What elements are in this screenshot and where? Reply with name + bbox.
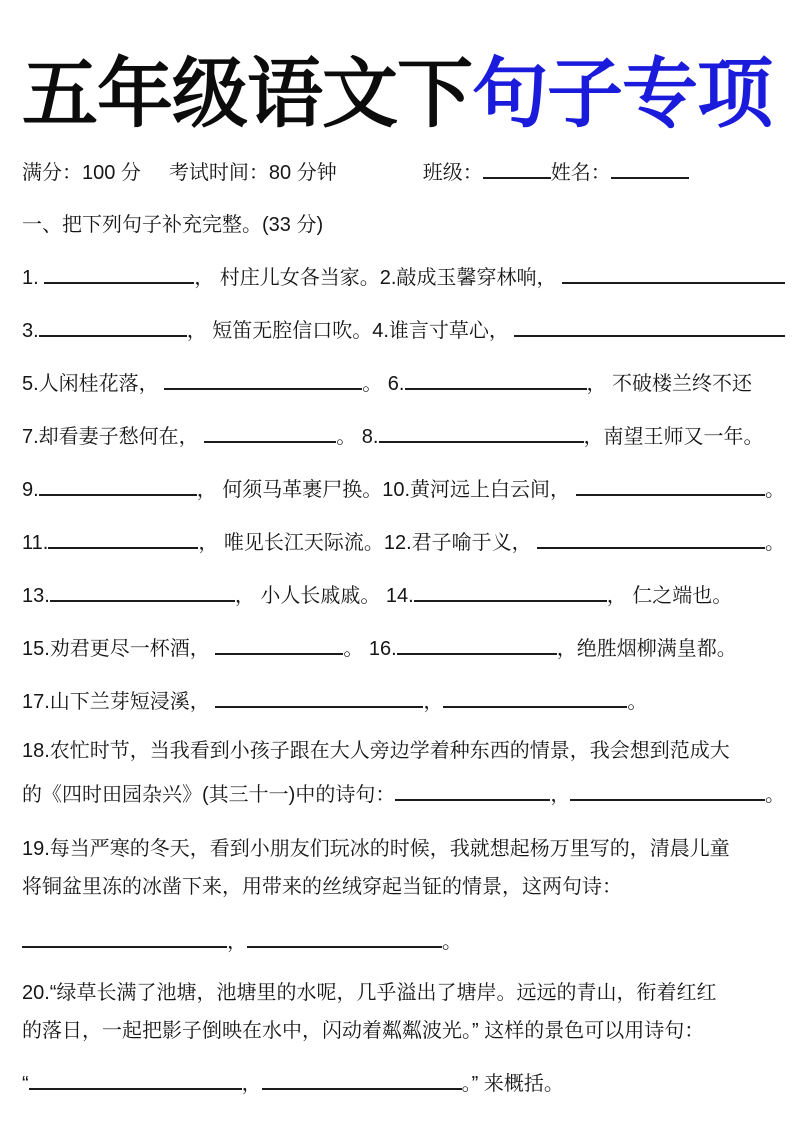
name-blank (611, 157, 689, 179)
question-19-line2: 将铜盆里冻的冰凿下来，用带来的丝绒穿起当钲的情景，这两句诗： (22, 876, 622, 899)
question-19-line3 (22, 926, 785, 953)
question-20-closing: 。” 来概括。 (461, 1073, 564, 1096)
answer-blank-q20a (29, 1068, 242, 1090)
answer-blank-q19b (247, 926, 442, 948)
question-row-3-4 (22, 315, 785, 342)
question-3-4-text: ， 短笛无腔信口吹。4.谁言寸草心， (186, 320, 515, 343)
question-10-period: 。 (765, 479, 785, 502)
question-16-number: 。 16. (343, 638, 397, 661)
question-13-14-text: ， 小人长戚戚。 14. (234, 585, 414, 608)
answer-blank-q16 (397, 633, 557, 655)
answer-blank-q13 (50, 580, 235, 602)
name-label: 姓名： (550, 162, 611, 185)
meta-row (22, 157, 785, 184)
answer-blank-q3 (39, 315, 187, 337)
answer-blank-q14 (414, 580, 607, 602)
question-16-text: ，绝胜烟柳满皇都。 (556, 638, 737, 661)
title-grade-subject: 五年级语文下 (22, 52, 472, 137)
question-20-line2: 的落日，一起把影子倒映在水中，闪动着粼粼波光。” 这样的景色可以用诗句： (22, 1020, 705, 1043)
answer-blank-q12 (537, 527, 765, 549)
exam-time-label: 考试时间：80 分钟 (168, 162, 337, 185)
question-6-number: 。 6. (362, 373, 405, 396)
question-17-comma: ， (423, 691, 444, 714)
question-row-7-8 (22, 421, 785, 448)
answer-blank-q8 (379, 421, 584, 443)
question-13-number: 13. (22, 585, 50, 608)
answer-blank-q18a (395, 779, 550, 801)
question-20-open-quote: “ (22, 1073, 29, 1096)
question-20-line3 (22, 1068, 785, 1095)
answer-blank-q17b (443, 686, 627, 708)
question-18-line1: 18.农忙时节，当我看到小孩子跟在大人旁边学着种东西的情景，我会想到范成大 (22, 740, 730, 763)
question-14-text: ， 仁之端也。 (606, 585, 733, 608)
question-12-period: 。 (765, 532, 785, 555)
answer-blank-q5 (164, 368, 362, 390)
class-blank (483, 157, 551, 179)
question-17-text: 17.山下兰芽短浸溪， (22, 691, 216, 714)
answer-blank-q7 (204, 421, 336, 443)
question-9-10-text: ， 何须马革裹尸换。10.黄河远上白云间， (196, 479, 576, 502)
answer-blank-q18b (570, 779, 765, 801)
question-6-text: ， 不破楼兰终不还 (586, 373, 753, 396)
question-11-number: 11. (22, 532, 49, 555)
question-row-11-12 (22, 527, 785, 554)
answer-blank-q11 (48, 527, 198, 549)
answer-blank-q10 (576, 474, 765, 496)
answer-blank-q20b (262, 1068, 462, 1090)
answer-blank-q2 (562, 262, 785, 284)
question-9-number: 9. (22, 479, 39, 502)
question-row-5-6 (22, 368, 785, 395)
question-17-period: 。 (627, 691, 648, 714)
answer-blank-q9 (39, 474, 197, 496)
question-1-number: 1. (22, 267, 45, 290)
section-one-heading: 一、把下列句子补充完整。(33 分) (22, 214, 324, 237)
page-title (22, 46, 785, 143)
question-18-line2 (22, 779, 785, 806)
question-row-13-14 (22, 580, 785, 607)
question-row-1-2 (22, 262, 785, 289)
answer-blank-q1 (44, 262, 194, 284)
question-3-number: 3. (22, 320, 39, 343)
question-19-period: 。 (442, 931, 462, 954)
full-score-label: 满分：100 分 (22, 162, 141, 185)
question-row-15-16 (22, 633, 785, 660)
question-15-text: 15.劝君更尽一杯酒， (22, 638, 216, 661)
question-8-text: ，南望王师又一年。 (583, 426, 764, 449)
answer-blank-q15 (215, 633, 343, 655)
question-7-text: 7.却看妻子愁何在， (22, 426, 205, 449)
question-18-period: 。 (765, 784, 785, 807)
question-19 (22, 839, 785, 953)
question-18 (22, 741, 785, 806)
answer-blank-q19a (22, 926, 227, 948)
class-label: 班级： (422, 162, 483, 185)
question-1-2-text: ， 村庄儿女各当家。2.敲成玉馨穿林响， (194, 267, 563, 290)
question-20-comma: ， (241, 1073, 262, 1096)
question-19-line1: 19.每当严寒的冬天，看到小朋友们玩冰的时候，我就想起杨万里写的，清晨儿童 (22, 838, 730, 861)
question-18-prompt: 的《四时田园杂兴》(其三十一)中的诗句： (22, 784, 396, 807)
answer-blank-q4 (514, 315, 785, 337)
question-20 (22, 983, 785, 1095)
question-row-17 (22, 686, 785, 713)
question-11-12-text: ， 唯见长江天际流。12.君子喻于义， (198, 532, 538, 555)
question-row-9-10 (22, 474, 785, 501)
answer-blank-q6 (405, 368, 587, 390)
question-19-comma: ， (227, 931, 247, 954)
question-8-number: 。 8. (336, 426, 379, 449)
title-topic: 句子专项 (472, 52, 772, 137)
answer-blank-q17a (215, 686, 423, 708)
question-20-line1: 20.“绿草长满了池塘，池塘里的水呢，几乎溢出了塘岸。远远的青山，衔着红红 (22, 982, 717, 1005)
question-5-text: 5.人闲桂花落， (22, 373, 165, 396)
question-18-comma: ， (550, 784, 571, 807)
